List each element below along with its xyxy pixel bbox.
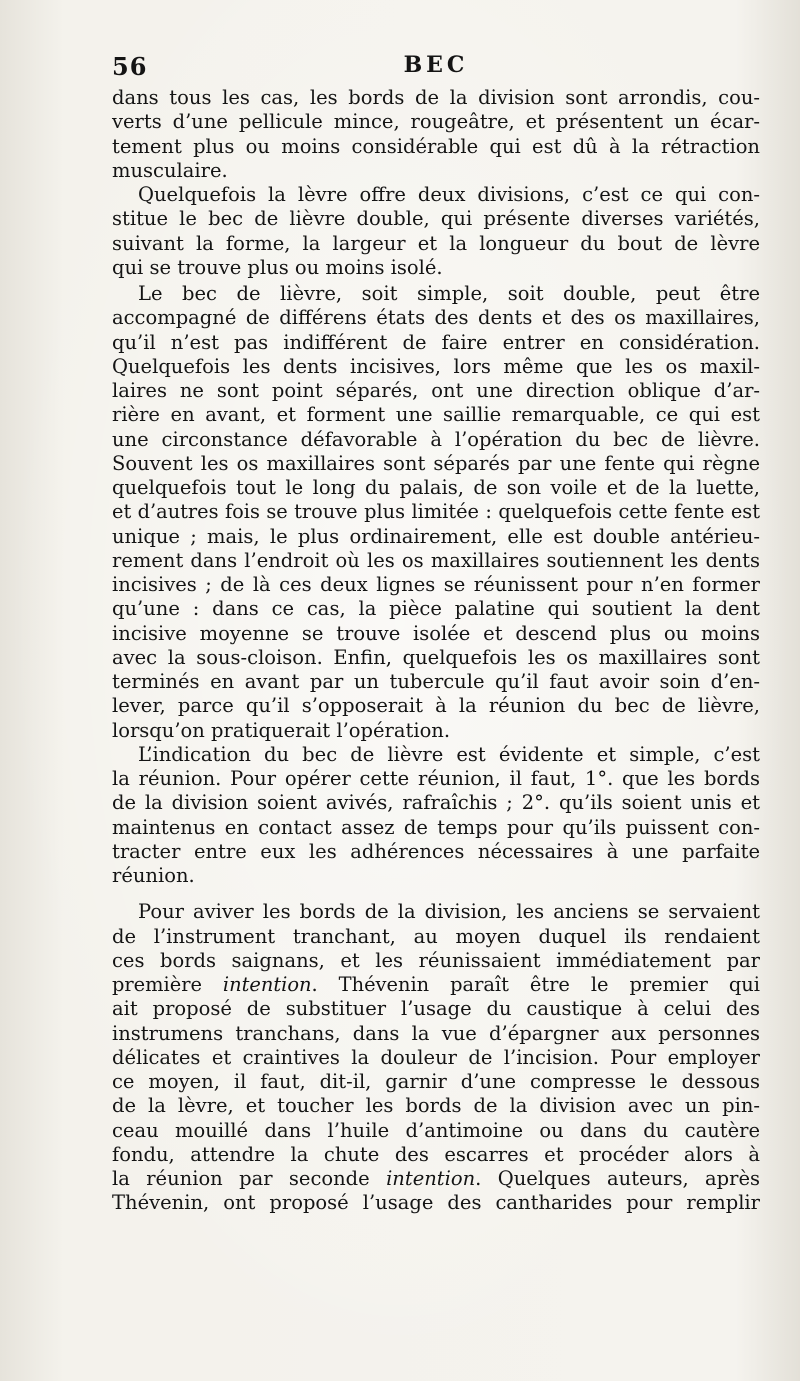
text-line: la réunion. Pour opérer cette réunion, il faut, 1°. que les bords [112,767,760,790]
text-line: ceau mouillé dans l’huile d’antimoine ou dans du cautère [112,1118,760,1142]
text-line: avec la sous-cloison. Enfin, quelquefois les os maxillaires sont [112,645,760,669]
page-body [112,86,760,1216]
text-line: Quelquefois les dents incisives, lors même que les os maxil- [112,354,760,378]
paragraph-3 [112,282,760,743]
text-line: Pour aviver les bords de la division, les anciens se servaient [138,900,760,924]
text-line: rement dans l’endroit où les os maxillaires soutiennent les dents [112,548,760,572]
paragraph-5 [112,900,760,1215]
text-line: verts d’une pellicule mince, rougeâtre, et présentent un écar- [112,110,760,134]
text-line: fondu, attendre la chute des escarres et procéder alors à [112,1142,760,1166]
text-line: Thévenin, ont proposé l’usage des cantharides pour remplir [112,1191,760,1215]
text-line: de la division soient avivés, rafraîchis ; 2°. qu’ils soient unis et [112,791,760,815]
text-line: Le bec de lièvre, soit simple, soit double, peut être [138,282,760,305]
text-line: qu’une : dans ce cas, la pièce palatine qui soutient la dent [112,597,760,621]
text-line: dans tous les cas, les bords de la division sont arrondis, cou- [112,86,760,109]
paragraph-1 [112,86,760,183]
text-line: tracter entre eux les adhérences nécessaires à une parfaite [112,839,760,863]
text-line: Souvent les os maxillaires sont séparés par une fente qui règne [112,451,760,475]
text-line: quelquefois tout le long du palais, de son voile et de la luette, [112,476,760,499]
italic-term: intention [386,1167,476,1190]
text-line: musculaire. [112,158,228,182]
text-line: délicates et craintives la douleur de l’incision. Pour employer [112,1045,760,1069]
text-line: ces bords saignans, et les réunissaient immédiatement par [112,948,760,972]
text-line: Quelquefois la lèvre offre deux divisions, c’est ce qui con- [138,183,760,206]
text-line: rière en avant, et forment une saillie remarquable, ce qui est [112,403,760,427]
text-line: qu’il n’est pas indifférent de faire entrer en considération. [112,330,760,354]
text-line: L’indication du bec de lièvre est évidente et simple, c’est [138,742,760,766]
text-line: de la lèvre, et toucher les bords de la division avec un pin- [112,1094,760,1118]
page-header [112,52,760,86]
text-line: suivant la forme, la largeur et la longueur du bout de lèvre [112,231,760,255]
running-head: BEC [403,52,469,78]
text-line: unique ; mais, le plus ordinairement, elle est double antérieu- [112,524,760,548]
text-line: stitue le bec de lièvre double, qui présente diverses variétés, [112,207,760,231]
text-line: de l’instrument tranchant, au moyen duquel ils rendaient [112,924,760,948]
text-line: qui se trouve plus ou moins isolé. [112,255,443,279]
text-line: accompagné de différens états des dents et des os maxillaires, [112,306,760,330]
text-line: instrumens tranchans, dans la vue d’épargner aux personnes [112,1021,760,1045]
text-line: lever, parce qu’il s’opposerait à la réunion du bec de lièvre, [112,694,760,718]
text-line [112,1167,760,1191]
text-run: la réunion par seconde [112,1167,387,1190]
text-line: lorsqu’on pratiquerait l’opération. [112,718,451,742]
page-number: 56 [112,52,148,81]
paragraph-2 [112,183,760,280]
text-run: première [112,973,223,996]
text-line: tement plus ou moins considérable qui est dû à la rétraction [112,134,760,158]
text-line: et d’autres fois se trouve plus limitée : quelquefois cette fente est [112,500,760,524]
text-line: incisive moyenne se trouve isolée et descend plus ou moins [112,621,760,645]
text-line: ce moyen, il faut, dit-il, garnir d’une compresse le dessous [112,1070,760,1093]
text-run: . Quelques auteurs, après [475,1167,760,1190]
paragraph-4 [112,743,760,889]
text-line: laires ne sont point séparés, ont une direction oblique d’ar- [112,379,760,402]
text-line: maintenus en contact assez de temps pour qu’ils puissent con- [112,815,760,839]
text-line: ait proposé de substituer l’usage du caustique à celui des [112,997,760,1021]
text-line: réunion. [112,864,195,887]
text-line: une circonstance défavorable à l’opération du bec de lièvre. [112,427,760,451]
italic-term: intention [222,973,312,996]
text-run: . Thévenin paraît être le premier qui [311,973,760,996]
text-line [112,973,760,997]
text-line: terminés en avant par un tubercule qu’il faut avoir soin d’en- [112,670,760,693]
text-line: incisives ; de là ces deux lignes se réunissent pour n’en former [112,573,760,596]
